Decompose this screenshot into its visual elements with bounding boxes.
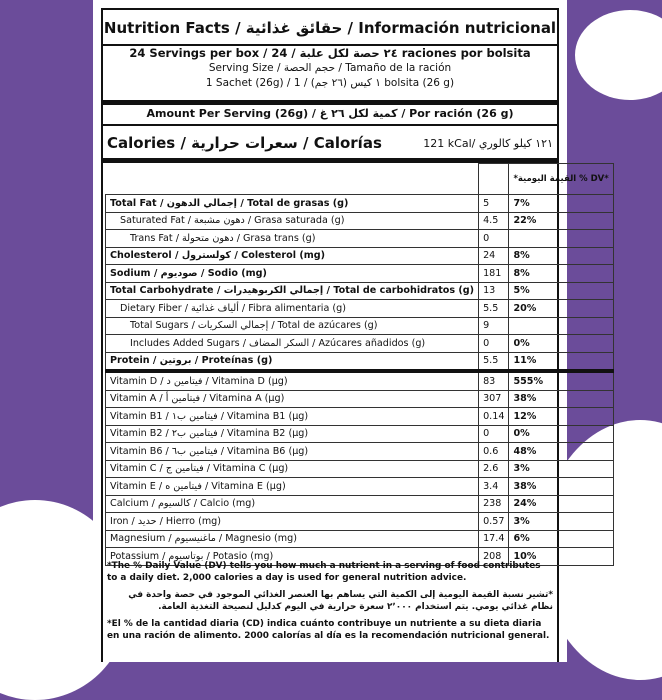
nutrient-row — [106, 247, 614, 265]
nutrient-row — [106, 335, 614, 353]
nutrient-value: 0 — [479, 230, 509, 248]
nutrient-name: Trans Fat / دهون متحولة / Grasa trans (g) — [106, 230, 479, 248]
nutrient-name: Vitamin E / فيتامين ه / Vitamina E (µg) — [106, 478, 479, 496]
nutrient-dv: 7% — [509, 195, 613, 213]
calories-value: 121 kCal/ ١٢١ كيلو كالوري — [423, 137, 553, 150]
nutrient-name: Total Sugars / إجمالي السكريات / Total de azúcares (g) — [106, 317, 479, 335]
nutrient-row — [106, 443, 614, 461]
nutrient-value: 0.14 — [479, 408, 509, 426]
nutrient-value: 9 — [479, 317, 509, 335]
calories-label: Calories / سعرات حرارية / Calorías — [107, 134, 382, 152]
serving-size: Serving Size / حجم الحصة / Tamaño de la ración — [208, 62, 452, 74]
note-arabic: *تشير نسبة القيمة اليومية إلى الكمية التي يساهم بها العنصر الغذائي الموجود في حصة واحدة في نظام غذائي يومي. يتم استخدام ٢٬٠٠٠ سعرة حرارية في اليوم كدليل لنصيحة التغذية العامة. — [128, 590, 553, 612]
nutrient-name: Vitamin B6 / فيتامين ب٦ / Vitamina B6 (µg) — [106, 443, 479, 461]
nutrient-name: Total Carbohydrate / إجمالي الكربوهيدرات / Total de carbohidratos (g) — [106, 282, 479, 300]
nutrient-row — [106, 212, 614, 230]
nutrient-name: Protein / بروتين / Proteínas (g) — [106, 352, 479, 371]
nutrient-name: Includes Added Sugars / السكر المضاف / Azúcares añadidos (g) — [106, 335, 479, 353]
divider — [101, 100, 559, 105]
nutrient-dv: 0% — [509, 335, 613, 353]
amount-per-serving: Amount Per Serving (26g) / كمية لكل ٢٦ غ / Por ración (26 g) — [146, 107, 514, 120]
nutrient-dv: 38% — [509, 390, 613, 408]
label-title: Nutrition Facts / حقائق غذائية / Información nutricional — [101, 16, 559, 46]
nutrient-dv: 12% — [509, 408, 613, 426]
nutrient-table — [105, 163, 614, 566]
nutrient-row — [106, 408, 614, 426]
nutrient-row — [106, 495, 614, 513]
nutrient-value: 307 — [479, 390, 509, 408]
nutrient-dv: 20% — [509, 300, 613, 318]
nutrient-row — [106, 230, 614, 248]
nutrient-name: Potassium / بوتاسيوم / Potasio (mg) — [106, 548, 479, 566]
nutrient-row — [106, 425, 614, 443]
servings-block — [101, 46, 559, 91]
nutrient-row — [106, 513, 614, 531]
nutrient-name: Vitamin D / فيتامين د / Vitamina D (µg) — [106, 371, 479, 390]
nutrient-dv: 3% — [509, 460, 613, 478]
nutrient-name: Vitamin B2 / فيتامين ب٢ / Vitamina B2 (µg) — [106, 425, 479, 443]
nutrient-row — [106, 265, 614, 283]
nutrient-value: 4.5 — [479, 212, 509, 230]
nutrient-name: Vitamin A / فيتامين أ / Vitamina A (µg) — [106, 390, 479, 408]
nutrient-value: 2.6 — [479, 460, 509, 478]
nutrient-dv: 0% — [509, 425, 613, 443]
nutrient-dv: 8% — [509, 247, 613, 265]
dv-header: *القيمة اليومية % DV* — [509, 164, 613, 195]
nutrient-row — [106, 300, 614, 318]
nutrient-name: Iron / حديد / Hierro (mg) — [106, 513, 479, 531]
decor-blob — [575, 10, 662, 100]
nutrient-name: Magnesium / ماغنيسيوم / Magnesio (mg) — [106, 530, 479, 548]
nutrient-value: 17.4 — [479, 530, 509, 548]
nutrient-dv: 3% — [509, 513, 613, 531]
nutrient-dv: 8% — [509, 265, 613, 283]
nutrient-row — [106, 478, 614, 496]
nutrient-dv: 11% — [509, 352, 613, 371]
nutrient-dv — [509, 230, 613, 248]
nutrient-row — [106, 390, 614, 408]
nutrient-name: Total Fat / إجمالي الدهون / Total de grasas (g) — [106, 195, 479, 213]
nutrient-row — [106, 317, 614, 335]
nutrient-dv: 10% — [509, 548, 613, 566]
nutrient-name: Vitamin C / فيتامين ج / Vitamina C (µg) — [106, 460, 479, 478]
servings-per-box: 24 Servings per box / ٢٤ حصة لكل علبة / 24 raciones por bolsita — [129, 46, 531, 60]
note-english: *The % Daily Value (DV) tells you how much a nutrient in a serving of food contributes to a daily diet. 2,000 calories a day is used for general nutrition advice. — [107, 561, 541, 583]
nutrient-row — [106, 282, 614, 300]
nutrient-dv: 24% — [509, 495, 613, 513]
footnotes — [107, 560, 553, 647]
nutrient-value: 0 — [479, 425, 509, 443]
nutrient-dv: 38% — [509, 478, 613, 496]
nutrition-label — [93, 0, 609, 662]
nutrient-value: 83 — [479, 371, 509, 390]
nutrient-name: Vitamin B1 / فيتامين ب١ / Vitamina B1 (µg) — [106, 408, 479, 426]
note-spanish: *El % de la cantidad diaria (CD) indica cuánto contribuye un nutriente a su dieta diaria en una ración de alimento. 2000 calorías al día es la recomendación nutricional general. — [107, 619, 550, 641]
serving-amount: 1 Sachet (26g) / ١ كيس (٢٦ جم) / 1 bolsita (26 g) — [205, 77, 455, 89]
nutrient-dv: 555% — [509, 371, 613, 390]
nutrient-name: Calcium / كالسيوم / Calcio (mg) — [106, 495, 479, 513]
nutrient-value: 5.5 — [479, 300, 509, 318]
nutrient-value: 208 — [479, 548, 509, 566]
nutrient-value: 0.57 — [479, 513, 509, 531]
calories-row — [101, 128, 559, 158]
nutrient-dv: 5% — [509, 282, 613, 300]
nutrient-dv — [509, 317, 613, 335]
nutrient-value: 3.4 — [479, 478, 509, 496]
nutrient-row — [106, 352, 614, 371]
nutrient-row — [106, 460, 614, 478]
nutrient-value: 13 — [479, 282, 509, 300]
nutrient-dv: 6% — [509, 530, 613, 548]
nutrient-value: 0.6 — [479, 443, 509, 461]
nutrient-value: 0 — [479, 335, 509, 353]
nutrient-value: 238 — [479, 495, 509, 513]
nutrient-row — [106, 371, 614, 390]
nutrient-name: Sodium / صوديوم / Sodio (mg) — [106, 265, 479, 283]
nutrient-row — [106, 195, 614, 213]
divider — [101, 124, 559, 126]
nutrient-value: 5 — [479, 195, 509, 213]
nutrient-value: 5.5 — [479, 352, 509, 371]
nutrient-name: Cholesterol / كولسترول / Colesterol (mg) — [106, 247, 479, 265]
nutrient-value: 181 — [479, 265, 509, 283]
nutrient-dv: 22% — [509, 212, 613, 230]
nutrient-name: Dietary Fiber / ألياف غذائية / Fibra alimentaria (g) — [106, 300, 479, 318]
nutrient-name: Saturated Fat / دهون مشبعة / Grasa saturada (g) — [106, 212, 479, 230]
nutrient-dv: 48% — [509, 443, 613, 461]
nutrient-value: 24 — [479, 247, 509, 265]
nutrient-row — [106, 530, 614, 548]
